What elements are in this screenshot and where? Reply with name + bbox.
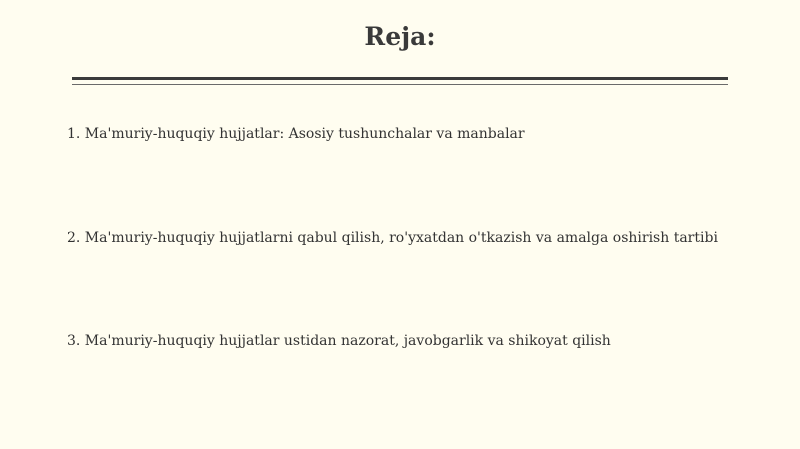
title-divider-thin (72, 84, 728, 85)
plan-item-3: 3. Ma'muriy-huquqiy hujjatlar ustidan nazorat, javobgarlik va shikoyat qilish (67, 333, 611, 349)
slide-title: Reja: (364, 22, 436, 51)
title-divider-thick (72, 77, 728, 80)
plan-item-2: 2. Ma'muriy-huquqiy hujjatlarni qabul qilish, ro'yxatdan o'tkazish va amalga oshirish tartibi (67, 230, 718, 246)
plan-item-1: 1. Ma'muriy-huquqiy hujjatlar: Asosiy tushunchalar va manbalar (67, 126, 525, 142)
